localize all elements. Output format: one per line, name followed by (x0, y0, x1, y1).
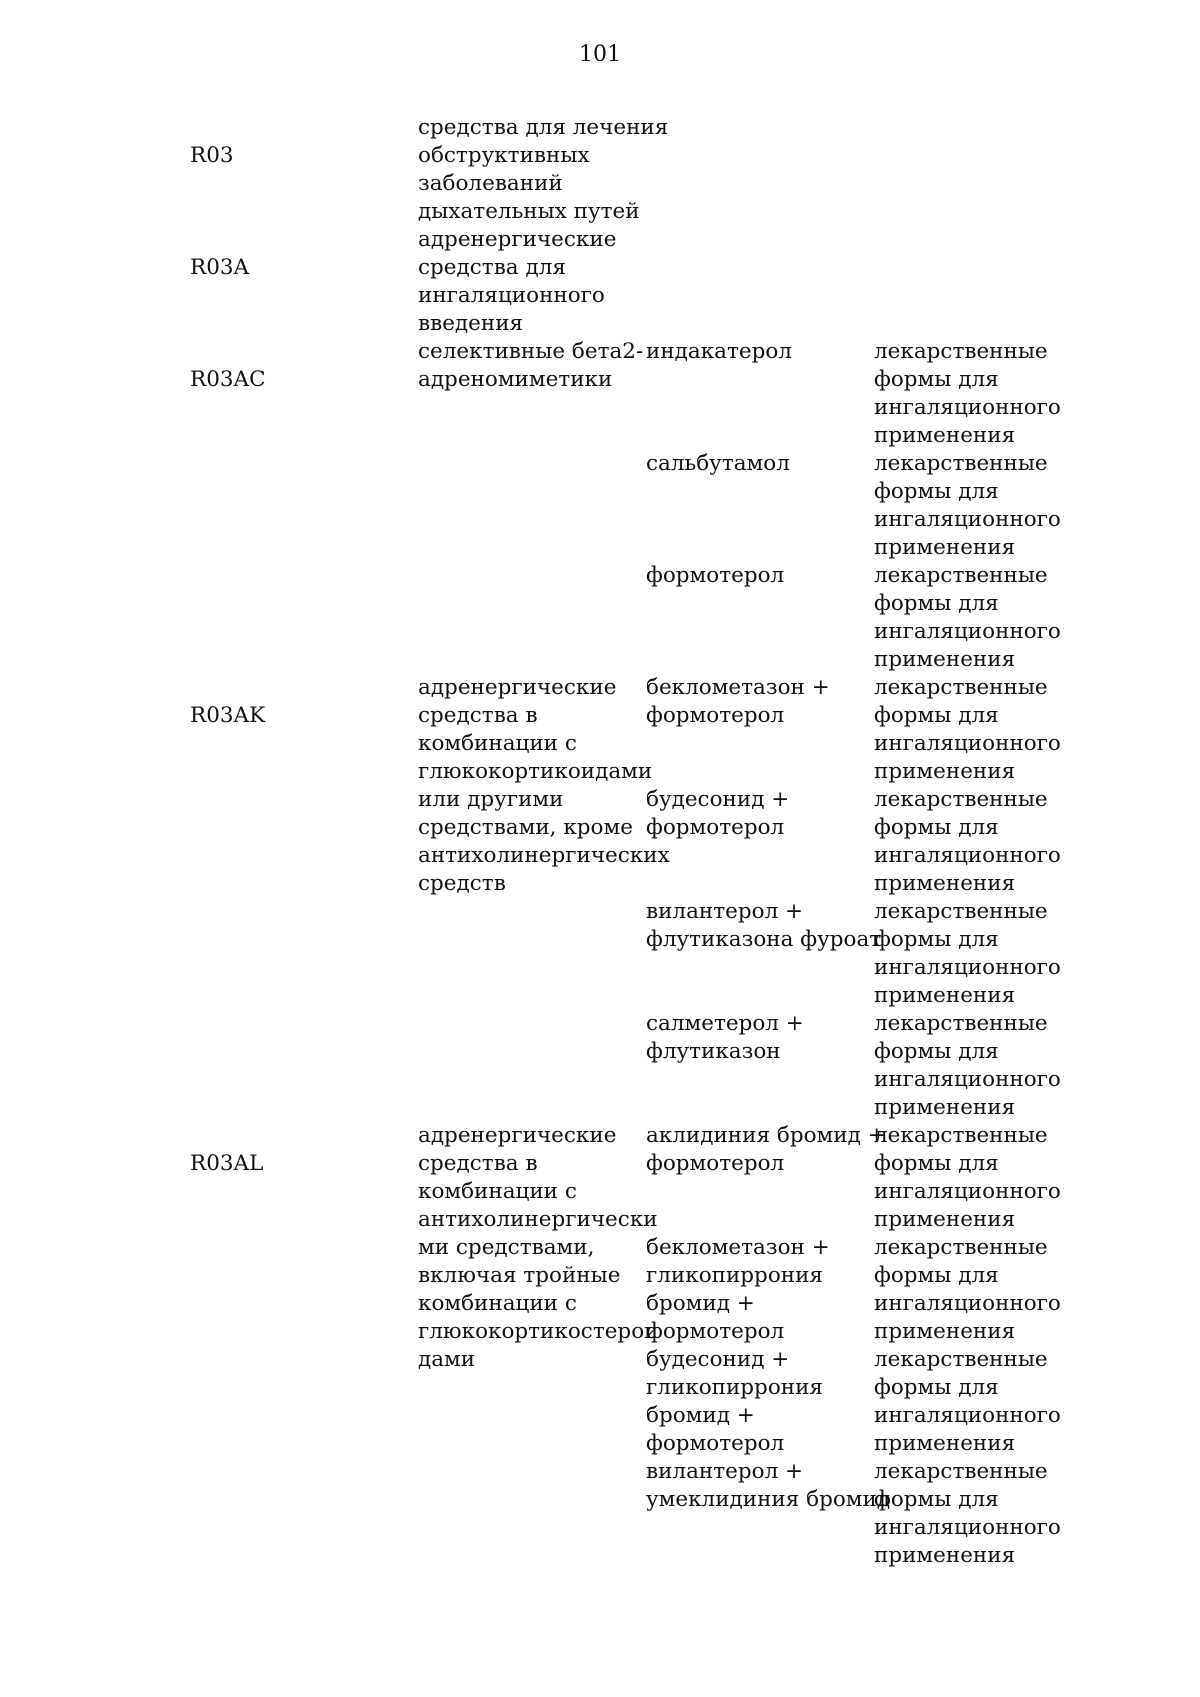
dosage-form-line: лекарственные (874, 451, 1048, 476)
classification-line: заболеваний (418, 171, 563, 196)
drug-name-line: гликопиррония (646, 1263, 823, 1288)
dosage-form (874, 1458, 1060, 1570)
dosage-form-line: применения (874, 647, 1016, 672)
drug-name (646, 562, 874, 674)
drug-name-line: формотерол (646, 1319, 785, 1344)
page-number: 101 (579, 42, 621, 67)
classification-line: глюкокортикостерои (418, 1319, 659, 1344)
classification-line: комбинации с (418, 1291, 577, 1316)
dosage-form-line: применения (874, 759, 1016, 784)
classification-line: ми средствами, (418, 1235, 595, 1260)
drug-name-line: формотерол (646, 563, 785, 588)
dosage-form (874, 450, 1060, 562)
drug-row (646, 338, 1060, 450)
dosage-form-line: лекарственные (874, 1347, 1048, 1372)
drug-name-line: вилантерол + (646, 899, 804, 924)
drug-name-line: беклометазон + (646, 1235, 830, 1260)
dosage-form-line: ингаляционного (874, 843, 1061, 868)
dosage-form-line: ингаляционного (874, 955, 1061, 980)
drug-name (646, 338, 874, 450)
drug-name-line: формотерол (646, 1151, 785, 1176)
classification-line: адреномиметики (418, 367, 613, 392)
drug-list (646, 674, 1060, 1122)
dosage-form-line: применения (874, 535, 1016, 560)
dosage-form (874, 1010, 1060, 1122)
classification-line: ингаляционного (418, 283, 605, 308)
dosage-form-line: лекарственные (874, 339, 1048, 364)
dosage-form-line: ингаляционного (874, 507, 1061, 532)
classification-line: средства для лечения (418, 115, 669, 140)
drug-name-line: флутиказон (646, 1039, 781, 1064)
drug-row (646, 450, 1060, 562)
drug-name-line: формотерол (646, 703, 785, 728)
dosage-form-line: ингаляционного (874, 731, 1061, 756)
drug-name-line: умеклидиния бромид (646, 1487, 891, 1512)
drug-name-line: салметерол + (646, 1011, 804, 1036)
classification-line: адренергические (418, 675, 617, 700)
dosage-form-line: формы для (874, 1039, 999, 1064)
drug-name (646, 786, 874, 898)
drug-name (646, 674, 874, 786)
dosage-form-line: применения (874, 983, 1016, 1008)
dosage-form-line: формы для (874, 815, 999, 840)
drug-name-line: аклидиния бромид + (646, 1123, 886, 1148)
dosage-form-line: формы для (874, 367, 999, 392)
dosage-form-line: формы для (874, 703, 999, 728)
drug-name (646, 1122, 886, 1234)
dosage-form-line: применения (874, 1431, 1016, 1456)
atc-group (190, 338, 1060, 674)
dosage-form (874, 562, 1060, 674)
dosage-form-line: формы для (874, 1151, 999, 1176)
atc-group (190, 226, 1060, 338)
dosage-form (874, 898, 1060, 1010)
classification-line: средствами, кроме (418, 815, 633, 840)
atc-table (190, 114, 1060, 1570)
drug-list (646, 1122, 1060, 1570)
classification-line: антихолинергических (418, 843, 670, 868)
dosage-form-line: лекарственные (874, 1459, 1048, 1484)
dosage-form-line: применения (874, 1319, 1016, 1344)
drug-row (646, 1010, 1060, 1122)
dosage-form-line: лекарственные (874, 1235, 1048, 1260)
atc-classification (418, 338, 646, 394)
dosage-form-line: формы для (874, 927, 999, 952)
drug-name (646, 1346, 874, 1458)
atc-classification (418, 674, 670, 898)
dosage-form-line: применения (874, 1543, 1016, 1568)
drug-name (646, 898, 882, 1010)
dosage-form-line: формы для (874, 479, 999, 504)
drug-row (646, 786, 1060, 898)
drug-name (646, 1458, 891, 1570)
classification-line: обструктивных (418, 143, 590, 168)
drug-row (646, 1122, 1060, 1234)
dosage-form-line: лекарственные (874, 1123, 1048, 1148)
classification-line: средств (418, 871, 506, 896)
dosage-form (874, 674, 1060, 786)
atc-classification (418, 1122, 659, 1374)
drug-name-line: формотерол (646, 815, 785, 840)
dosage-form-line: лекарственные (874, 899, 1048, 924)
atc-code: R03AL (190, 1151, 264, 1176)
atc-code: R03 (190, 143, 234, 168)
drug-name-line: индакатерол (646, 339, 792, 364)
drug-name-line: бромид + (646, 1291, 755, 1316)
dosage-form-line: применения (874, 1207, 1016, 1232)
classification-line: антихолинергически (418, 1207, 658, 1232)
classification-line: комбинации с (418, 731, 577, 756)
classification-line: глюкокортикоидами (418, 759, 653, 784)
atc-code: R03AC (190, 367, 266, 392)
drug-row (646, 1346, 1060, 1458)
drug-name-line: сальбутамол (646, 451, 790, 476)
drug-name (646, 1234, 874, 1346)
drug-row (646, 674, 1060, 786)
dosage-form-line: лекарственные (874, 787, 1048, 812)
classification-line: включая тройные (418, 1263, 621, 1288)
dosage-form-line: ингаляционного (874, 1515, 1061, 1540)
classification-line: адренергические (418, 1123, 617, 1148)
dosage-form-line: ингаляционного (874, 1291, 1061, 1316)
dosage-form-line: формы для (874, 1263, 999, 1288)
atc-classification (418, 226, 646, 338)
dosage-form-line: ингаляционного (874, 1403, 1061, 1428)
dosage-form-line: применения (874, 1095, 1016, 1120)
drug-name-line: гликопиррония (646, 1375, 823, 1400)
drug-name-line: вилантерол + (646, 1459, 804, 1484)
dosage-form-line: ингаляционного (874, 619, 1061, 644)
dosage-form-line: ингаляционного (874, 395, 1061, 420)
classification-line: дами (418, 1347, 476, 1372)
dosage-form-line: ингаляционного (874, 1179, 1061, 1204)
atc-group (190, 1122, 1060, 1570)
classification-line: дыхательных путей (418, 199, 640, 224)
drug-name-line: беклометазон + (646, 675, 830, 700)
atc-group (190, 674, 1060, 1122)
dosage-form (874, 1122, 1060, 1234)
drug-name (646, 450, 874, 562)
drug-name-line: формотерол (646, 1431, 785, 1456)
classification-line: средства в (418, 1151, 538, 1176)
dosage-form (874, 1234, 1060, 1346)
dosage-form-line: лекарственные (874, 563, 1048, 588)
classification-line: селективные бета2- (418, 339, 644, 364)
atc-code: R03AK (190, 703, 266, 728)
drug-name-line: бромид + (646, 1403, 755, 1428)
drug-list (646, 338, 1060, 674)
classification-line: средства в (418, 703, 538, 728)
dosage-form (874, 338, 1060, 450)
classification-line: средства для (418, 255, 566, 280)
dosage-form-line: формы для (874, 591, 999, 616)
dosage-form-line: применения (874, 423, 1016, 448)
dosage-form-line: применения (874, 871, 1016, 896)
classification-line: введения (418, 311, 524, 336)
dosage-form-line: лекарственные (874, 675, 1048, 700)
drug-row (646, 562, 1060, 674)
drug-name (646, 1010, 874, 1122)
drug-name-line: флутиказона фуроат (646, 927, 882, 952)
atc-group (190, 114, 1060, 226)
drug-row (646, 898, 1060, 1010)
drug-row (646, 1234, 1060, 1346)
dosage-form (874, 1346, 1060, 1458)
drug-name-line: будесонид + (646, 787, 790, 812)
drug-name-line: будесонид + (646, 1347, 790, 1372)
classification-line: комбинации с (418, 1179, 577, 1204)
dosage-form (874, 786, 1060, 898)
drug-row (646, 1458, 1060, 1570)
atc-classification (418, 114, 669, 226)
dosage-form-line: формы для (874, 1487, 999, 1512)
dosage-form-line: ингаляционного (874, 1067, 1061, 1092)
dosage-form-line: формы для (874, 1375, 999, 1400)
dosage-form-line: лекарственные (874, 1011, 1048, 1036)
classification-line: адренергические (418, 227, 617, 252)
classification-line: или другими (418, 787, 564, 812)
atc-code: R03A (190, 255, 250, 280)
